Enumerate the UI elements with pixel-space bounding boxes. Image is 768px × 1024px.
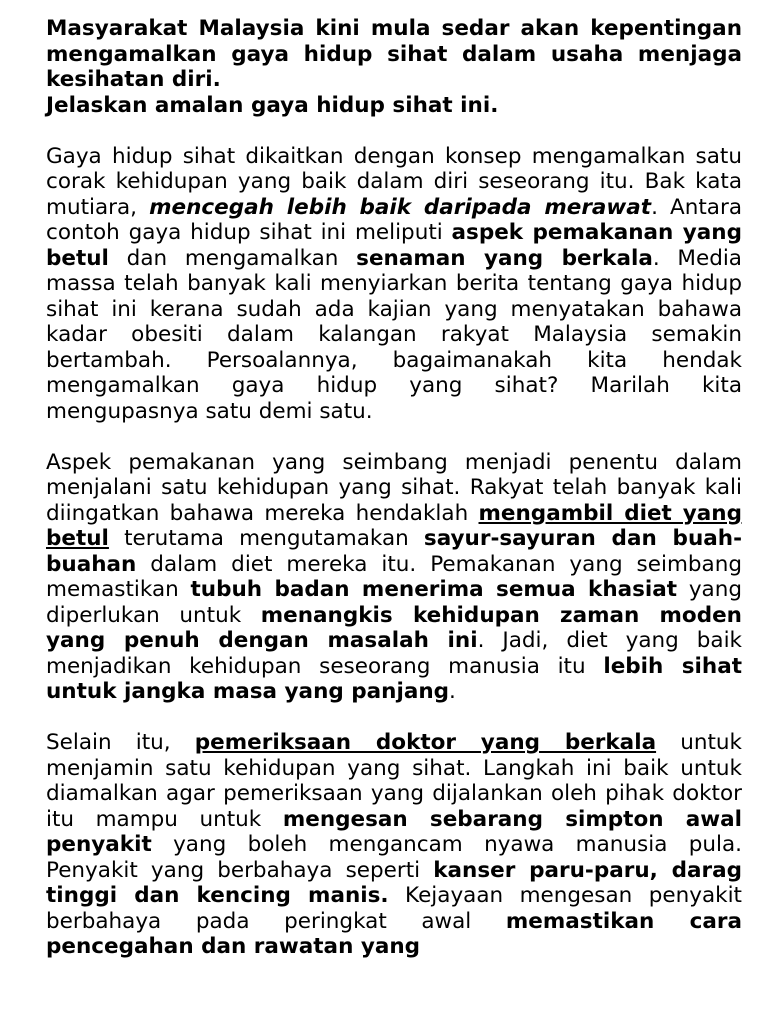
checkup-text-2: untuk menjamin satu kehidupan yang sihat. Langkah ini baik untuk diamalkan agar pemeriksaan yang dijalankan oleh pihak doktor itu mampu untuk xyxy=(46,730,742,832)
checkup-highlight-prevention: memastikan cara pencegahan dan rawatan yang xyxy=(46,908,742,959)
intro-proverb: mencegah lebih baik daripada merawat xyxy=(149,194,652,220)
diet-paragraph xyxy=(46,450,742,705)
question-statement: Masyarakat Malaysia kini mula sedar akan kepentingan mengamalkan gaya hidup sihat dalam usaha menjaga kesihatan diri. xyxy=(46,16,742,92)
intro-highlight-diet: aspek pemakanan yang betul xyxy=(46,220,743,271)
diet-main-point: mengambil diet yang betul xyxy=(46,500,742,551)
checkup-text-4: Kejayaan mengesan penyakit berbahaya pada peringkat awal xyxy=(46,883,742,934)
diet-text-1: Aspek pemakanan yang seimbang menjadi penentu dalam menjalani satu kehidupan yang sihat. Rakyat telah banyak kali diingatkan bahawa mereka hendaklah xyxy=(46,449,742,526)
checkup-text-3: yang boleh mengancam nyawa manusia pula. Penyakit yang berbahaya seperti xyxy=(46,832,742,883)
question-prompt: Jelaskan amalan gaya hidup sihat ini. xyxy=(46,92,499,118)
diet-text-4: yang diperlukan untuk xyxy=(46,577,742,628)
diet-text-2: terutama mengutamakan xyxy=(108,526,424,551)
checkup-highlight-symptoms: mengesan sebarang simpton awal penyakit xyxy=(46,806,742,857)
intro-text-2: . Antara contoh gaya hidup sihat ini meliputi xyxy=(46,194,742,245)
checkup-text-1: Selain itu, xyxy=(46,730,195,755)
diet-text-3: dalam diet mereka itu. Pemakanan yang seimbang memastikan xyxy=(46,551,742,602)
intro-paragraph xyxy=(46,144,742,425)
intro-text-4: . Media massa telah banyak kali menyiarkan berita tentang gaya hidup sihat ini kerana sudah ada kajian yang menyatakan bahawa kadar obesiti dalam kalangan rakyat Malaysia semakin bertambah. Persoalannya, bagaimanakah kita hendak mengamalkan gaya hidup yang sihat? Marilah kita mengupasnya satu demi satu. xyxy=(46,245,742,424)
checkup-main-point: pemeriksaan doktor yang berkala xyxy=(194,730,657,755)
essay-page xyxy=(46,16,742,985)
diet-highlight-vegetables: sayur-sayuran dan buah-buahan xyxy=(46,526,742,577)
checkup-paragraph xyxy=(46,730,742,960)
intro-text-1: Gaya hidup sihat dikaitkan dengan konsep mengamalkan satu corak kehidupan yang baik dalam diri seseorang itu. Bak kata mutiara, xyxy=(46,143,742,220)
diet-highlight-modern-life: menangkis kehidupan zaman moden yang penuh dengan masalah ini xyxy=(46,602,742,653)
diet-highlight-nutrients: tubuh badan menerima semua khasiat xyxy=(190,577,678,602)
intro-text-3: dan mengamalkan xyxy=(108,245,357,271)
essay-question xyxy=(46,16,742,118)
checkup-highlight-diseases: kanser paru-paru, darag tinggi dan kencing manis. xyxy=(46,857,742,908)
intro-highlight-exercise: senaman yang berkala xyxy=(356,245,653,271)
diet-text-6: . xyxy=(449,679,456,704)
diet-highlight-long-term: lebih sihat untuk jangka masa yang panjang xyxy=(46,653,742,704)
diet-text-5: . Jadi, diet yang baik menjadikan kehidupan seseorang manusia itu xyxy=(46,628,743,679)
